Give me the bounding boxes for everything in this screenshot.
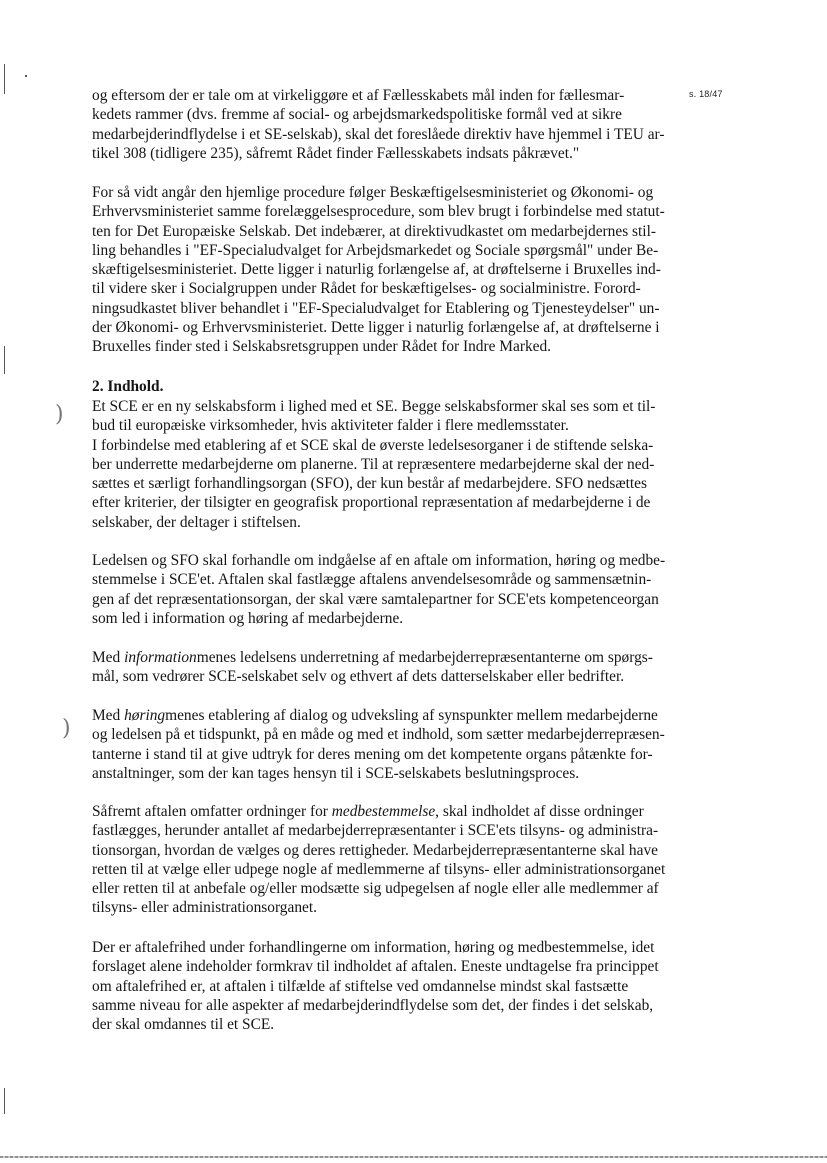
page-number: s. 18/47 xyxy=(689,89,723,99)
definition-body: menes etablering af dialog og udveksling af synspunkter mellem medarbejderne og ledelsen på et tidspunkt, på en måde og med et indhold, som sætter medarbejderrepræsen- tanterne i stand til at give udtryk for deres mening om det kompetente organs påtænkte for- anstaltninger, som der kan tages hensyn til i SCE-selskabets beslutningsproces. xyxy=(92,707,665,782)
scan-artifact: ) xyxy=(62,716,71,741)
scan-edge-mark xyxy=(4,1088,5,1114)
scan-speck xyxy=(25,75,27,77)
scan-bottom-edge xyxy=(0,1156,827,1158)
paragraph-codetermination xyxy=(92,802,710,918)
scan-edge-mark xyxy=(4,346,5,374)
scan-edge-mark xyxy=(4,64,5,94)
paragraph-content-intro: Et SCE er en ny selskabsform i lighed med et SE. Begge selskabsformer skal ses som et til- bud til europæiske virksomheder, hvis aktiviteter falder i flere medlemsstater. I forbindelse med etablering af et SCE skal de øverste ledelsesorganer i de stiftende selska- ber underrette medarbejderne om planerne. Til at repræsentere medarbejderne skal der ned- sættes et særligt forhandlingsorgan (SFO), der kun består af medarbejdere. SFO nedsættes efter kriterier, der tilsigter en geografisk proportional repræsentation af medarbejderne i de selskaber, der deltager i stiftelsen. xyxy=(92,398,656,531)
paragraph-freedom-of-contract: Der er aftalefrihed under forhandlingerne om information, høring og medbestemmelse, idet forslaget alene indeholder formkrav til indholdet af aftalen. Eneste undtagelse fra princippet om aftalefrihed er, at aftalen i tilfælde af stiftelse ved omdannelse mindst skal fastsætte samme niveau for alle aspekter af medarbejderindflydelse som det, der findes i det selskab, der skal omdannes til et SCE. xyxy=(92,939,659,1034)
defined-term-information: information xyxy=(124,649,197,666)
paragraph-negotiation: Ledelsen og SFO skal forhandle om indgåelse af en aftale om information, høring og medbe- stemmelse i SCE'et. Aftalen skal fastlægge aftalens anvendelsesområde og sammensætnin- gen af det repræsentationsorgan, der skal være samtalepartner for SCE'ets kompetenceorgan som led i information og høring af medarbejderne. xyxy=(92,552,666,627)
paragraph-consultation-definition xyxy=(92,706,710,783)
definition-prefix: Med xyxy=(92,707,125,724)
definition-prefix: Såfremt aftalen omfatter ordninger for xyxy=(92,803,332,820)
scan-artifact: ) xyxy=(55,402,64,427)
definition-prefix: Med xyxy=(92,649,125,666)
paragraph-legal-basis: og eftersom der er tale om at virkeliggøre et af Fællesskabets mål inden for fællesmar- kedets rammer (dvs. fremme af social- og arbejdsmarkedspolitiske formål ved at sikre medarbejderindflydelse i et SE-selskab), skal det foreslåede direktiv have hjemmel i TEU ar- tikel 308 (tidligere 235), såfremt Rådet finder Fællesskabets indsats påkrævet." xyxy=(92,87,665,162)
defined-term-codetermination: medbestemmelse xyxy=(331,803,436,820)
paragraph-information-definition xyxy=(92,648,710,687)
paragraph-procedure: For så vidt angår den hjemlige procedure følger Beskæftigelsesministeriet og Økonomi- og Erhvervsministeriet samme forelæggelsesprocedure, som blev brugt i forbindelse med statut- ten for Det Europæiske Selskab. Det indebærer, at direktivudkastet om medarbejdernes stil- ling behandles i "EF-Specialudvalget for Arbejdsmarkedet og Sociale spørgsmål" under Be- skæftigelsesministeriet. Dette ligger i naturlig forlængelse af, at drøftelserne i Bruxelles ind- til videre sker i Socialgruppen under Rådet for beskæftigelses- og socialministre. Forord- ningsudkastet bliver behandlet i "EF-Specialudvalget for Etablering og Tjenesteydelser" un- der Økonomi- og Erhvervsministeriet. Dette ligger i naturlig forlængelse af, at drøftelserne i Bruxelles finder sted i Selskabsretsgruppen under Rådet for Indre Marked. xyxy=(92,184,665,356)
defined-term-consultation: høring xyxy=(124,707,166,724)
section-heading: 2. Indhold. xyxy=(92,378,164,395)
definition-body: menes ledelsens underretning af medarbejderrepræsentanterne om spørgs- mål, som vedrører SCE-selskabet selv og ethvert af dets datterselskaber eller bedrifter. xyxy=(92,649,653,686)
definition-body: , skal indholdet af disse ordninger fastlægges, herunder antallet af medarbejderrepræsentanter i SCE'ets tilsyns- og administra- tionsorgan, hvordan de vælges og deres rettigheder. Medarbejderrepræsentanterne skal have retten til at vælge eller udpege nogle af medlemmerne af tilsyns- eller administrationsorganet eller retten til at anbefale og/eller modsætte sig udpegelsen af nogle eller alle medlemmer af tilsyns- eller administrationsorganet. xyxy=(92,803,666,917)
